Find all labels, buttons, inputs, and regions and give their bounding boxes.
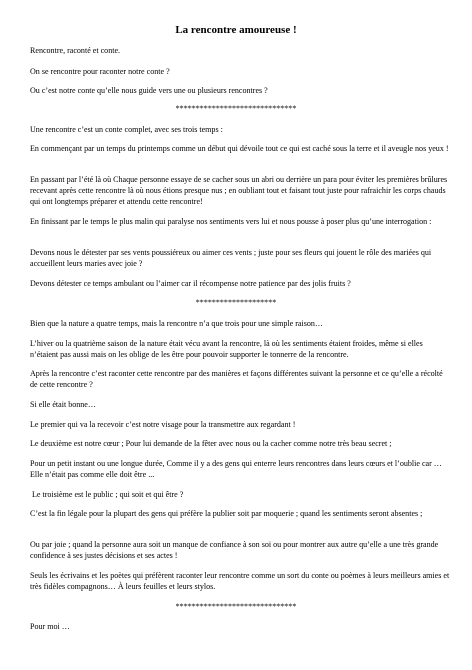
- paragraph: Si elle était bonne…: [30, 400, 96, 409]
- paragraph: Bien que la nature a quatre temps, mais la rencontre n’a que trois pour une simple raison…: [30, 319, 323, 328]
- separator-stars: ******************************: [175, 104, 297, 113]
- paragraph: En commençant par un temps du printemps comme un début qui dévoile tout ce qui est caché sous la terre et il aveugle nos yeux !: [30, 144, 449, 153]
- paragraph: Pour moi …: [30, 622, 70, 631]
- paragraph: Pour un petit instant ou une longue durée, Comme il y a des gens qui enterre leurs rencontres dans leurs cœurs et l’oublie car …Elle n’était pas comme elle doit être ...: [30, 459, 442, 479]
- paragraph: Rencontre, raconté et conte.: [30, 46, 121, 55]
- separator-stars: ********************: [195, 298, 277, 307]
- paragraph: Le troisième est le public ; qui soit et qui être ?: [32, 490, 184, 499]
- paragraph: Le premier qui va la recevoir c’est notre visage pour la transmettre aux regardant !: [30, 420, 296, 429]
- paragraph: Devons nous le détester par ses vents poussiéreux ou aimer ces vents ; juste pour ses fleurs qui jouent le rôle des mariées qui accueillent leurs maries avec joie ?: [30, 248, 432, 268]
- paragraph: En finissant par le temps le plus malin qui paralyse nos sentiments vers lui et nous pousse à poser plus qu’une interrogation :: [30, 217, 432, 226]
- paragraph: Une rencontre c’est un conte complet, avec ses trois temps :: [30, 125, 223, 134]
- paragraph: C’est la fin légale pour la plupart des gens qui préfère la publier soit par moquerie ; quand les sentiments seront absentes ;: [30, 509, 423, 518]
- paragraph: L’hiver ou la quatrième saison de la nature était vécu avant la rencontre, là où les sentiments étaient froides, même si elles n’étaient pas aussi mais on les oblige de les être pour pouvoir supporter le tonnerre de la rencontre.: [30, 339, 423, 359]
- paragraph: Le deuxième est notre cœur ; Pour lui demande de la fêter avec nous ou la cacher comme notre très beau secret ;: [30, 439, 392, 448]
- paragraph: Seuls les écrivains et les poètes qui préfèrent raconter leur rencontre comme un sort du conte ou poèmes à leurs meilleurs amies et très fidèles compagnons… À leurs feuilles et leurs stylos.: [30, 571, 450, 591]
- paragraph: Après la rencontre c’est raconter cette rencontre par des manières et façons différentes suivant la personne et ce qu’elle a récolté de cette rencontre ?: [30, 369, 443, 389]
- paragraph: Ou c’est notre conte qu’elle nous guide vers une ou plusieurs rencontres ?: [30, 86, 268, 95]
- paragraph: Ou par joie ; quand la personne aura soit un manque de confiance à son soi ou pour montrer aux autre qu’elle a une très grande confidence à ses justes décisions et ses actes !: [30, 540, 439, 560]
- document-title: La rencontre amoureuse !: [175, 24, 297, 36]
- paragraph: On se rencontre pour raconter notre conte ?: [30, 67, 170, 76]
- paragraph: En passant par l’été là où Chaque personne essaye de se cacher sous un abri ou derrière un para pour éviter les premières brûlures recevant après cette rencontre là où nous étions presque nus ; en oubliant tout et faisant tout juste pour rafraichir les corps chauds qui ont longtemps préparer et attendu cette rencontre!: [30, 175, 448, 206]
- separator-stars: ******************************: [175, 602, 297, 611]
- paragraph: Devons détester ce temps ambulant ou l’aimer car il récompense notre patience par des jolis fruits ?: [30, 279, 351, 288]
